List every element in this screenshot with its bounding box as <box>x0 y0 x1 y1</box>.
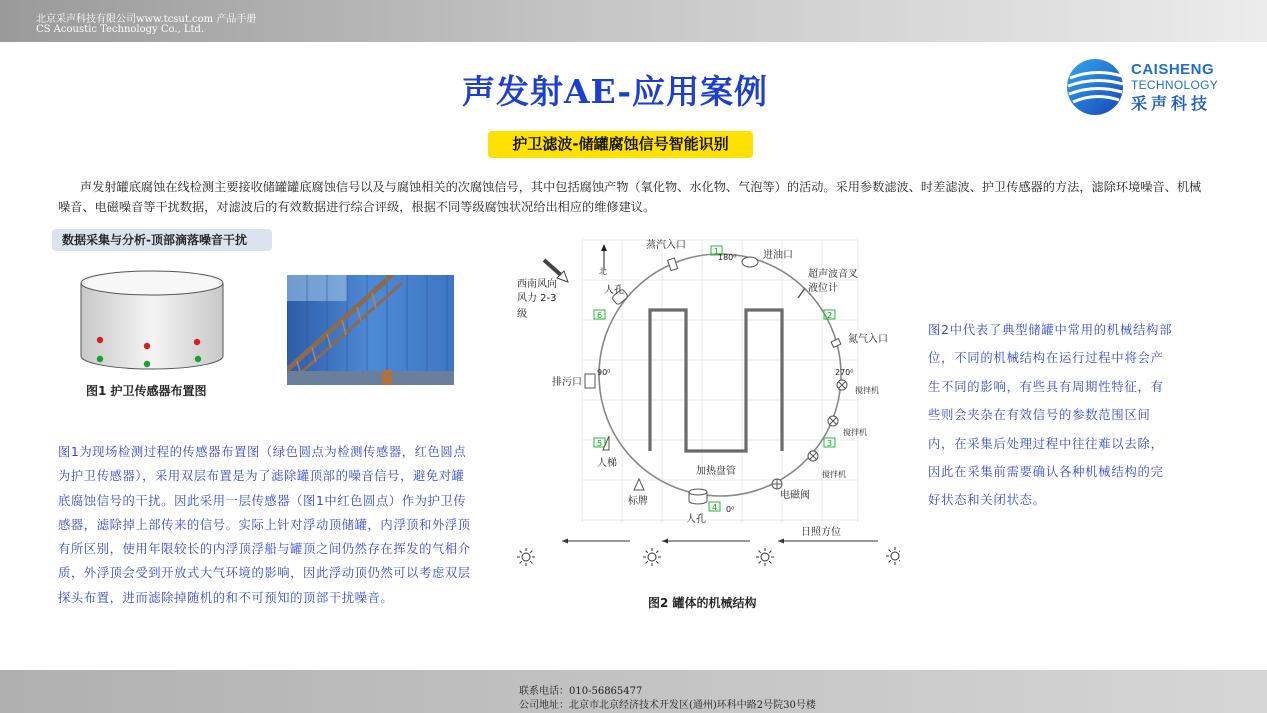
drain-icon <box>585 374 595 388</box>
ladder-label: 人梯 <box>597 458 617 469</box>
sensor-number: 6 <box>597 311 603 320</box>
sensor-number: 2 <box>827 311 833 320</box>
subtitle-badge: 护卫滤波-储罐腐蚀信号智能识别 <box>488 131 753 158</box>
wind-label-2: 风力 2-3 <box>517 293 557 304</box>
left-description: 图1为现场检测过程的传感器布置图（绿色圆点为检测传感器，红色圆点为护卫传感器），采用双层布置是为了滤除罐顶部的噪音信号，避免对罐底腐蚀信号的干扰。因此采用一层传感器（图1中红色圆点）作为护卫传感器，滤除掉上部传来的信号。实际上针对浮动顶储罐，内浮顶和外浮顶有所区别，使用年限较长的内浮顶浮船与罐顶之间仍然存在挥发的气相介质，外浮顶会受到开放式大气环境的影响，因此浮动顶仍然可以考虑双层探头布置，进而滤除掉随机的和不可预知的顶部干扰噪音。 <box>58 445 471 605</box>
sensor-number: 3 <box>827 439 833 448</box>
guard-sensor <box>97 337 103 343</box>
manhole-left-label: 人孔 <box>604 285 624 296</box>
mixer-label-3: 搅拌机 <box>822 470 846 479</box>
north-label: 北 <box>599 267 607 276</box>
tank-photo <box>287 275 454 385</box>
tank-structure-diagram <box>510 238 900 578</box>
mixer-label-1: 搅拌机 <box>855 386 879 395</box>
solenoid-label: 电磁阀 <box>780 490 810 501</box>
wind-label-1: 西南风向 <box>517 279 557 290</box>
company-line: 北京采声科技有限公司www.tcsut.com 产品手册 <box>36 14 257 25</box>
header-bar <box>0 0 1267 42</box>
angle-90: 90⁰ <box>597 368 611 377</box>
detect-sensor <box>195 356 201 362</box>
sun-icon <box>886 547 900 565</box>
steam-inlet-label: 蒸汽入口 <box>646 240 686 251</box>
tank-sensor-figure <box>76 268 228 376</box>
ultrasonic-label: 超声波音叉 <box>808 269 858 280</box>
wind-label-3: 级 <box>517 309 527 320</box>
logo-en-sub: TECHNOLOGY <box>1131 78 1219 92</box>
detect-sensor <box>144 361 150 367</box>
sensor-number: 1 <box>714 247 720 256</box>
manhole-bottom-icon <box>689 489 707 495</box>
angle-270: 270⁰ <box>835 368 854 377</box>
detect-sensor <box>97 356 103 362</box>
wind-arrow-icon <box>544 260 562 276</box>
angle-180: 180⁰ <box>718 253 737 262</box>
footer-bar <box>0 670 1267 713</box>
company-en: CS Acoustic Technology Co., Ltd. <box>36 24 205 35</box>
fig2-caption: 图2 罐体的机械结构 <box>648 596 757 610</box>
sun-icon <box>756 548 774 566</box>
sensor-number: 4 <box>712 503 718 512</box>
sun-icon <box>517 548 535 566</box>
nitrogen-label: 氮气入口 <box>848 334 888 345</box>
footer-address: 公司地址：北京市北京经济技术开发区(通州)环科中路2号院30号楼 <box>519 700 816 711</box>
guard-sensor <box>144 343 150 349</box>
logo-cn-name: 采声科技 <box>1131 94 1212 113</box>
logo-mark-icon <box>1064 56 1126 118</box>
angle-0: 0⁰ <box>726 505 735 514</box>
sensor-number: 5 <box>597 439 603 448</box>
company-logo <box>1064 56 1234 118</box>
guard-sensor <box>194 339 200 345</box>
sun-direction-label: 日照方位 <box>801 527 841 538</box>
section-tag: 数据采集与分析-顶部滴落噪音干扰 <box>52 229 272 251</box>
oil-inlet-icon <box>742 257 758 267</box>
oil-inlet-label: 进油口 <box>763 250 793 261</box>
manhole-bottom-label: 人孔 <box>686 514 706 525</box>
logo-en-name: CAISHENG <box>1131 61 1215 78</box>
sun-icon <box>643 548 661 566</box>
tank-roof <box>81 271 223 295</box>
drain-label: 排污口 <box>552 377 582 388</box>
fig1-caption: 图1 护卫传感器布置图 <box>86 384 207 398</box>
heating-label: 加热盘管 <box>696 466 736 477</box>
mixer-label-2: 搅拌机 <box>843 428 867 437</box>
page-title: 声发射AE-应用案例 <box>461 72 769 111</box>
sign-label: 标牌 <box>628 496 648 507</box>
footer-phone: 联系电话：010-56865477 <box>519 686 643 697</box>
level-gauge-label: 液位计 <box>808 283 838 294</box>
right-description: 图2中代表了典型储罐中常用的机械结构部位，不同的机械结构在运行过程中将会产生不同的影响，有些具有周期性特征，有些则会夹杂在有效信号的参数范围区间内，在采集后处理过程中往往难以去除，因此在采集前需要确认各种机械结构的完好状态和关闭状态。 <box>928 323 1173 508</box>
intro-paragraph: 声发射罐底腐蚀在线检测主要接收储罐罐底腐蚀信号以及与腐蚀相关的次腐蚀信号，其中包括腐蚀产物（氧化物、水化物、气泡等）的活动。采用参数滤波、时差滤波、护卫传感器的方法，滤除环境噪音、机械噪音、电磁噪音等干扰数据，对滤波后的有效数据进行综合评级，根据不同等级腐蚀状况给出相应的维修建议。 <box>58 180 1202 214</box>
